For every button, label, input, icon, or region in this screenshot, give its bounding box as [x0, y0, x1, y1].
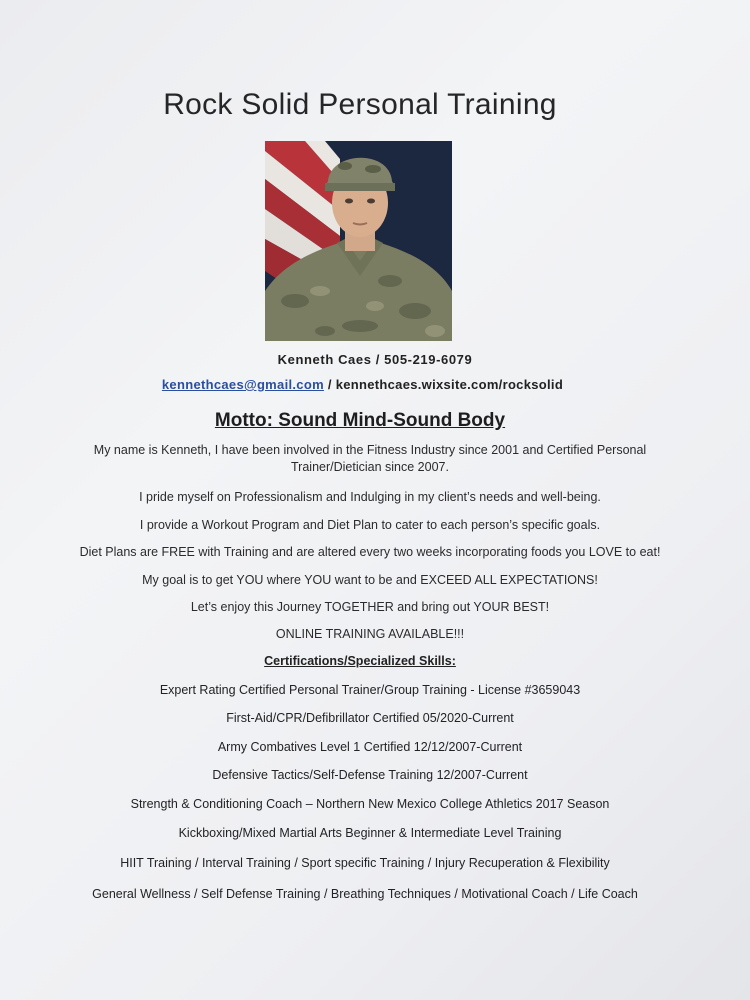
- body-paragraph: I provide a Workout Program and Diet Plan to cater to each person’s specific goals.: [139, 518, 601, 532]
- certification-item: Strength & Conditioning Coach – Northern New Mexico College Athletics 2017 Season: [130, 797, 610, 811]
- motto-heading: Motto: Sound Mind-Sound Body: [214, 410, 506, 431]
- certification-item: Army Combatives Level 1 Certified 12/12/2007-Current: [217, 740, 523, 754]
- email-link[interactable]: kennethcaes@gmail.com: [161, 377, 324, 392]
- body-paragraph: I pride myself on Professionalism and Indulging in my client’s needs and well-being.: [139, 490, 601, 504]
- online-training-notice: ONLINE TRAINING AVAILABLE!!!: [275, 627, 465, 641]
- contact-separator: /: [323, 377, 336, 392]
- email-website-line: [0, 377, 725, 392]
- page-title: Rock Solid Personal Training: [163, 88, 557, 121]
- website-text: kennethcaes.wixsite.com/rocksolid: [335, 377, 564, 392]
- body-paragraph: Let’s enjoy this Journey TOGETHER and bring out YOUR BEST!: [190, 600, 550, 614]
- certification-item: Kickboxing/Mixed Martial Arts Beginner & Intermediate Level Training: [178, 826, 562, 840]
- trainer-photo: [265, 141, 452, 341]
- intro-paragraph: My name is Kenneth, I have been involved in the Fitness Industry since 2001 and Certified Personal Trainer/Dietician since 2007.: [93, 443, 647, 474]
- certification-item: Defensive Tactics/Self-Defense Training 12/2007-Current: [212, 768, 528, 782]
- certification-item: General Wellness / Self Defense Training / Breathing Techniques / Motivational Coach / Life Coach: [92, 887, 638, 901]
- body-paragraph: My goal is to get YOU where YOU want to be and EXCEED ALL EXPECTATIONS!: [142, 573, 598, 587]
- body-paragraph: Diet Plans are FREE with Training and are altered every two weeks incorporating foods you LOVE to eat!: [79, 545, 661, 559]
- certification-item: Expert Rating Certified Personal Trainer/Group Training - License #3659043: [159, 683, 581, 697]
- name-phone-line: Kenneth Caes / 505-219-6079: [277, 352, 473, 367]
- soldier-portrait-image: [265, 141, 452, 341]
- certification-item: HIIT Training / Interval Training / Sport specific Training / Injury Recuperation & Flexibility: [120, 856, 610, 870]
- certifications-heading: Certifications/Specialized Skills:: [264, 654, 456, 668]
- certification-item: First-Aid/CPR/Defibrillator Certified 05/2020-Current: [226, 711, 514, 725]
